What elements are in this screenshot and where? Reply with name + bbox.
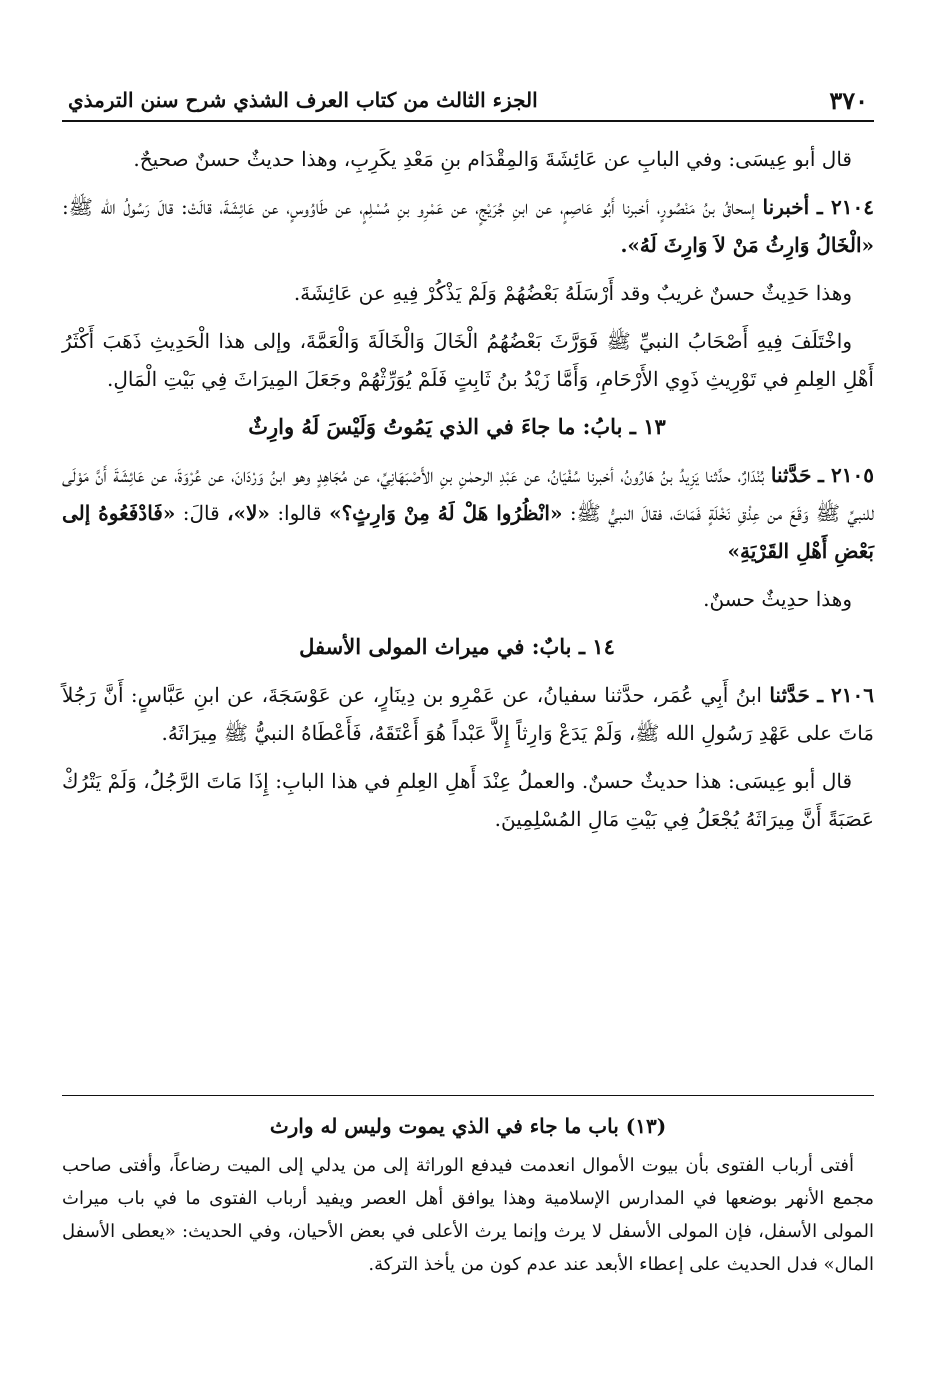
paragraph-abu-isa-1: قال أبو عِيسَى: وفي البابِ عن عَائِشَةَ وَالمِقْدَام بنِ مَعْدِ يكَرِبِ، وهذا حديثٌ حسنٌ صحيحٌ. [133, 147, 852, 171]
commentary-footnote [62, 1110, 874, 1281]
page-number: ٣٧٠ [829, 86, 868, 115]
footnote-divider [62, 1095, 874, 1096]
chapter-heading-14: ١٤ ـ بابٌ: في ميراث المولى الأسفل [299, 634, 615, 659]
hadith-isnad: بُنْدَارٌ، حدَّثنا يَزِيدُ بنُ هَارُونُ، أخبرنا سُفْيَانُ، عن عَبْدِ الرحمٰنِ بنِ الأَصْبَهَانِيِّ، عن مُجَاهِدٍ وهو ابنُ وَرْدَانَ، عن عُرْوَةَ، عن عَائِشَةَ أَنَّ مَوْلَى للنبيِّ ﷺ وَقَعَ من عِذْقِ نَخْلَةٍ فَمَاتَ، فقالَ النبيُّ ﷺ: [62, 463, 875, 525]
main-text [62, 140, 874, 848]
prophetic-quote: «الْخَالُ وَارِثُ مَنْ لاَ وَارِثَ لَهُ». [620, 233, 874, 257]
footnote-title: (١٣) باب ما جاء في الذي يموت وليس له وارث [269, 1114, 667, 1138]
prophetic-quote: «فَادْفَعُوهُ إلى بَعْضِ أَهْلِ القَرْيَةِ» [62, 501, 874, 563]
hadith-number: ٢١٠٦ ـ [817, 683, 875, 707]
hadith-lead-word: أخبرنا [762, 195, 810, 219]
paragraph-abu-isa-2: قال أبو عِيسَى: هذا حديثٌ حسنٌ. والعملُ عِنْدَ أَهلِ العِلمِ في هذا البابِ: إِذَا مَاتَ الرَّجُلُ، وَلَمْ يَتْرُكْ عَصَبَةً أَنَّ مِيرَاثَهُ يُجْعَلُ فِي بَيْتِ مَالِ المُسْلِمِينَ. [62, 769, 874, 831]
hadith-2105 [62, 456, 874, 570]
running-title: الجزء الثالث من كتاب العرف الشذي شرح سنن الترمذي [68, 88, 538, 112]
chapter-heading-13: ١٣ ـ بابُ: ما جاءَ في الذي يَمُوتُ وَلَيْسَ لَهُ وارِثٌ [248, 414, 666, 439]
paragraph-disagreement: واخْتَلَفَ فِيهِ أَصْحَابُ النبيِّ ﷺ فَوَرَّثَ بَعْضُهُمُ الْخَالَ وَالْخَالَةَ وَالْعَمَّةَ، وإلى هذا الْحَدِيثِ ذَهَبَ أَكْثَرُ أَهْلِ العِلمِ في تَوْرِيثِ ذَوِي الأَرْحَامِ، وَأَمَّا زَيْدُ بنُ ثَابِتٍ فَلَمْ يُوَرِّثْهُمْ وجَعَلَ المِيرَاثَ فِي بَيْتِ الْمَالِ. [62, 329, 874, 391]
paragraph-grading-2: وهذا حدِيثٌ حسنٌ. [703, 587, 852, 611]
paragraph-grading: وهذا حَدِيثٌ حسنٌ غريبٌ وقد أَرْسَلَهُ بَعْضُهُمْ وَلَمْ يَذْكُرْ فِيهِ عن عَائِشَةَ. [293, 281, 852, 305]
hadith-connector: قالَ: [182, 501, 220, 525]
prophetic-quote: «انْظُرُوا هَلْ لَهُ مِنْ وَارِثٍ؟» [329, 501, 563, 525]
hadith-2104 [62, 188, 874, 264]
hadith-2106 [62, 676, 874, 752]
hadith-lead-word: حَدَّثنا [770, 463, 812, 487]
hadith-isnad: إسحاقُ بنُ مَنْصُورٍ، أخبرنا أَبُو عَاصِمٍ، عن ابنِ جُرَيْجٍ، عن عَمْرِو بنِ مُسْلِمٍ، عن طَاوُوسٍ، عن عَائِشَةَ، قالَتْ: قالَ رَسُولُ الله ﷺ: [62, 195, 755, 219]
hadith-number: ٢١٠٥ ـ [818, 463, 874, 487]
companions-reply: «لا»، [227, 501, 270, 525]
hadith-connector: قالوا: [277, 501, 322, 525]
hadith-text: ابنُ أَبِي عُمَر، حدَّثنا سفيانُ، عن عَمْرِو بن دِينَارٍ، عن عَوْسَجَةَ، عن ابنِ عَبَّاسٍ: أَنَّ رَجُلاً مَاتَ على عَهْدِ رَسُولِ الله ﷺ، وَلَمْ يَدَعْ وَارِثاً إِلاَّ عَبْداً هُوَ أَعْتَقَهُ، فَأَعْطَاهُ النبيُّ ﷺ مِيرَاثَهُ. [62, 683, 874, 745]
footnote-text: أفتى أرباب الفتوى بأن بيوت الأموال انعدمت فيدفع الوراثة إلى من يدلي إلى الميت رضاعاً، وأفتى صاحب مجمع الأنهر بوضعها في المدارس الإسلامية وهذا يوافق أهل العصر ويفيد أرباب الفتوى ما في باب ميراث المولى الأسفل، فإن المولى الأسفل لا يرث وإنما يرث الأعلى في بعض الأحيان، وفي الحديث: «يعطى الأسفل المال» فدل الحديث على إعطاء الأبعد عند عدم كون من يأخذ التركة. [62, 1155, 874, 1275]
hadith-number: ٢١٠٤ ـ [816, 195, 875, 219]
hadith-lead-word: حَدَّثنا [769, 683, 810, 707]
page-header [62, 86, 874, 122]
